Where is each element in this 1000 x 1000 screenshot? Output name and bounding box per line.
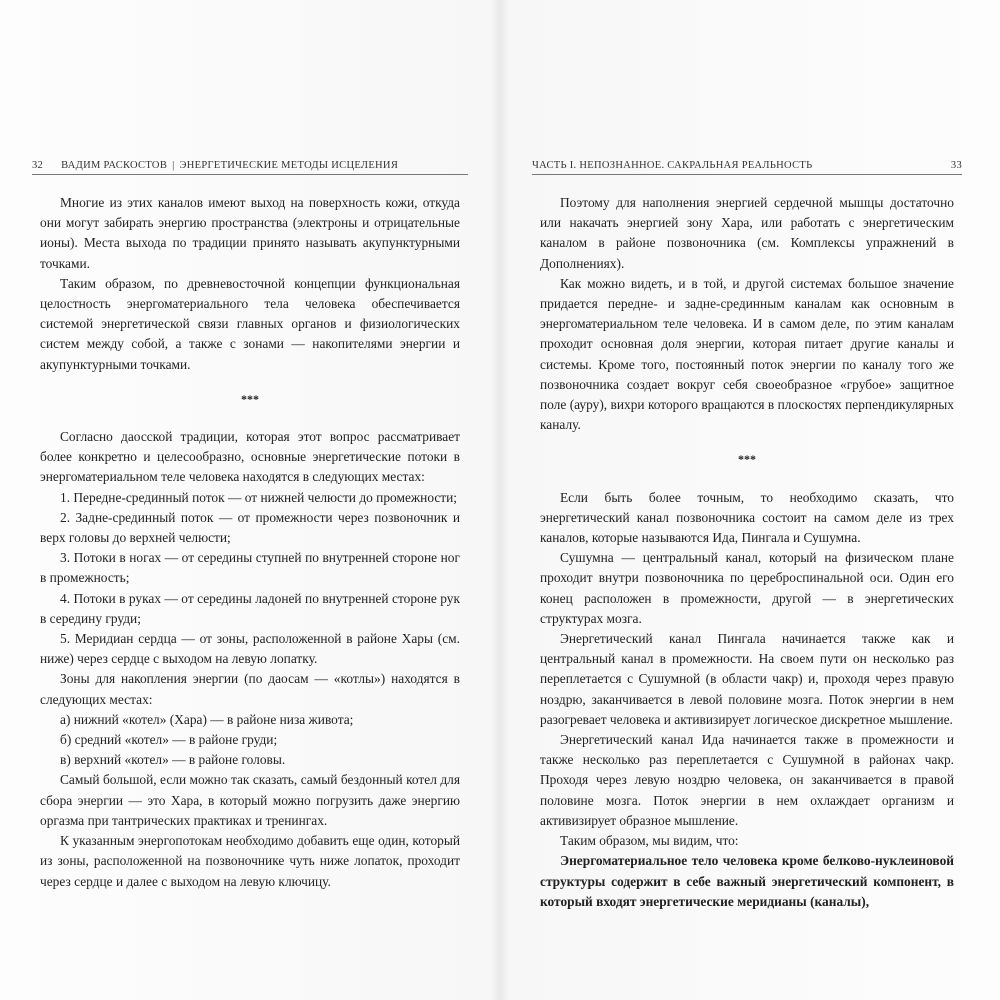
left-header-title: ЭНЕРГЕТИЧЕСКИЕ МЕТОДЫ ИСЦЕЛЕНИЯ xyxy=(179,160,399,171)
list-item: б) средний «котел» — в районе груди; xyxy=(60,732,278,748)
paragraph: Сушумна — центральный канал, который на физическом плане проходит внутри позвоночника по цереброспинальной оси. Один его конец расположен в промежности, другой — в энергетических структурах мозга. xyxy=(540,550,954,626)
paragraph: Таким образом, по древневосточной концепции функциональная целостность энергоматериального тела человека обеспечивается системой энергетической связи главных органов и физиологических систем между собой, а также с зонами — накопителями энергии и акупунктурными точками. xyxy=(40,275,460,372)
paragraph: Поэтому для наполнения энергией сердечной мышцы достаточно или накачать энергией зону Хара, или работать с энергетическим каналом в районе позвоночника (см. Комплексы упражнений в Дополнениях). xyxy=(540,195,954,271)
paragraph: Если быть более точным, то необходимо сказать, что энергетический канал позвоночника состоит на самом деле из трех каналов, которые называются Ида, Пингала и Сушумна. xyxy=(540,489,954,546)
left-page-number: 32 xyxy=(32,160,44,171)
right-page-number: 33 xyxy=(950,160,962,171)
paragraph: Как можно видеть, и в той, и другой системах большое значение придается передне- и задне-срединным каналам как основным в энергоматериальном теле человека. И в самом деле, по этим каналам проходит основная доля энергии, которая питает другие каналы и системы. Кроме того, постоянный поток энергии по каналу того же позвоночника создает вокруг себя своеобразное «грубое» защитное поле (ауру), вихри которого вращаются в плоскостях перпендикулярных каналу. xyxy=(540,275,954,433)
list-item: 2. Задне-срединный поток — от промежности через позвоночник и верх головы до верхней челюсти; xyxy=(40,509,460,546)
right-page xyxy=(532,160,962,912)
list-item: 5. Меридиан сердца — от зоны, расположенной в районе Хары (см. ниже) через сердце с выходом на левую лопатку. xyxy=(40,631,460,667)
paragraph: Энергетический канал Ида начинается также в промежности и также несколько раз переплетается с Сушумной в районах чакр. Проходя через левую ноздрю человека, он заканчивается в правой половине мозга. Поток энергии в нем охлаждает организм и активизирует образное мышление. xyxy=(540,732,954,828)
paragraph: К указанным энергопотокам необходимо добавить еще один, который из зоны, расположенной на позвоночнике чуть ниже лопаток, проходит через сердце и далее с выходом на левую ключицу. xyxy=(40,833,460,889)
right-body-text xyxy=(532,193,962,912)
paragraph: Согласно даосской традиции, которая этот вопрос рассматривает более конкретно и целесообразно, основные энергетические потоки в энергоматериальном теле человека находятся в следующих местах: xyxy=(40,429,460,485)
paragraph: Таким образом, мы видим, что: xyxy=(560,833,739,849)
paragraph: Многие из этих каналов имеют выход на поверхность кожи, откуда они могут забирать энергию пространства (электроны и отрицательные ионы). Места выхода по традиции принято называть акупунктурными точками. xyxy=(40,195,460,271)
left-running-header xyxy=(32,160,468,175)
list-item: в) верхний «котел» — в районе головы. xyxy=(60,752,286,768)
list-item: а) нижний «котел» (Хара) — в районе низа живота; xyxy=(60,711,354,727)
section-separator: *** xyxy=(738,452,756,467)
section-separator: *** xyxy=(241,391,259,406)
paragraph: Энергетический канал Пингала начинается также как и центральный канал в промежности. На своем пути он несколько раз переплетается с Сушумной (в области чакр) и, проходя через правую ноздрю, заканчивается в левой половине мозга. Поток энергии в нем разогревает человека и активизирует логическое дискретное мышление. xyxy=(540,631,954,727)
bold-paragraph: Энергоматериальное тело человека кроме белково-нуклеиновой структуры содержит в себе важный энергетический компонент, в который входят энергетические меридианы (каналы), xyxy=(540,853,954,909)
right-header-title: ЧАСТЬ I. НЕПОЗНАННОЕ. САКРАЛЬНАЯ РЕАЛЬНОСТЬ xyxy=(532,160,813,171)
list-item: 3. Потоки в ногах — от середины ступней по внутренней стороне ног в промежность; xyxy=(40,550,460,586)
left-body-text xyxy=(32,193,468,892)
list-item: 1. Передне-срединный поток — от нижней челюсти до промежности; xyxy=(60,489,458,505)
paragraph: Зоны для накопления энергии (по даосам — «котлы») находятся в следующих местах: xyxy=(40,671,460,707)
left-header-divider: | xyxy=(172,160,175,171)
left-page xyxy=(32,160,468,892)
paragraph: Самый большой, если можно так сказать, самый бездонный котел для сбора энергии — это Хара, в который можно погрузить даже энергию оргазма при тантрических практиках и тренингах. xyxy=(40,772,460,828)
list-item: 4. Потоки в руках — от середины ладоней по внутренней стороне рук в середину груди; xyxy=(40,590,460,626)
left-header-author: ВАДИМ РАСКОСТОВ xyxy=(61,160,168,171)
right-running-header xyxy=(532,160,962,175)
